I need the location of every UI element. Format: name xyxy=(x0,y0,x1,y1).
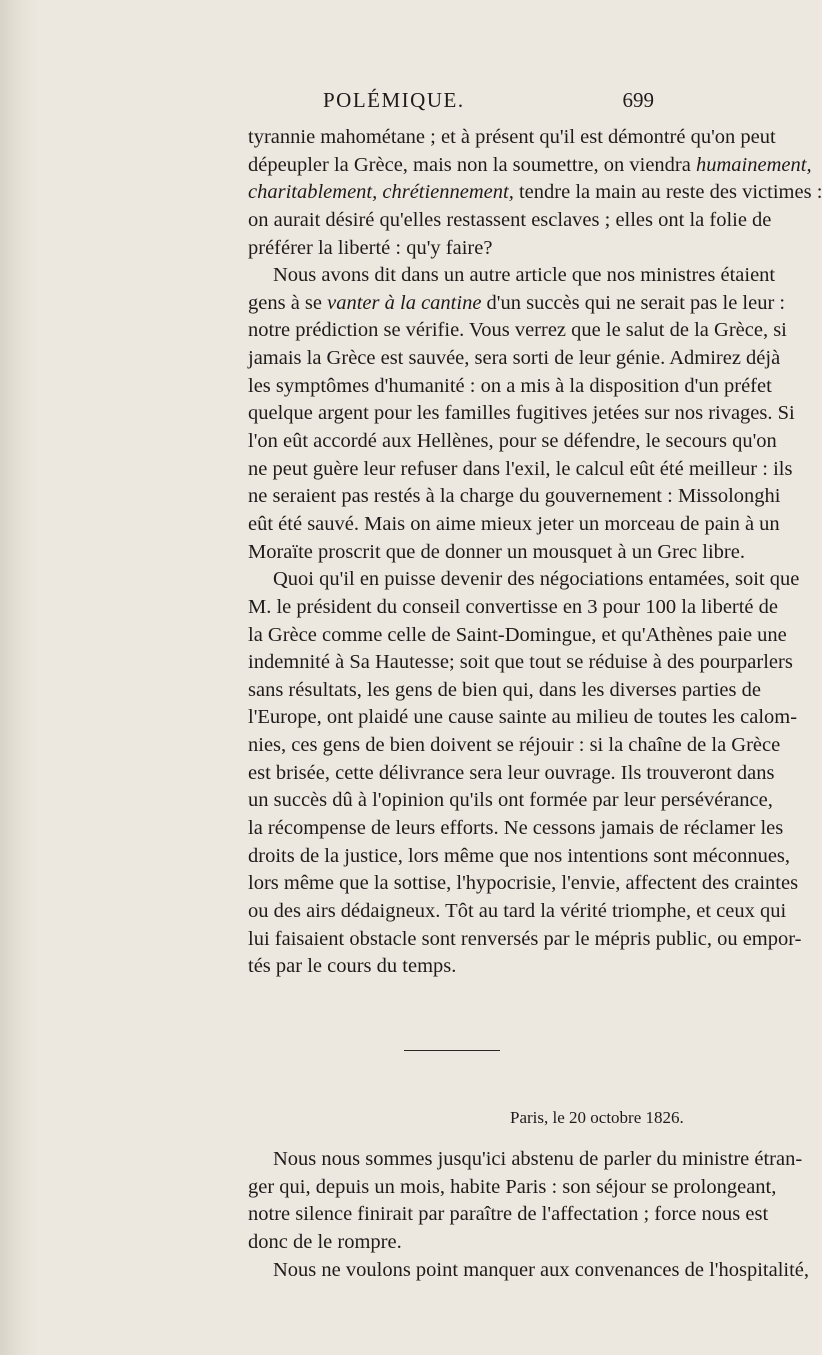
text-line: quelque argent pour les familles fugitives jetées sur nos rivages. Si xyxy=(248,402,795,425)
text-line: M. le président du conseil convertisse en 3 pour 100 la liberté de xyxy=(248,595,779,618)
paragraph-first-line: Nous avons dit dans un autre article que nos ministres étaient xyxy=(273,264,776,287)
text-line: dépeupler la Grèce, mais non la soumettre, on viendra humainement, xyxy=(248,153,812,176)
text-line: indemnité à Sa Hautesse; soit que tout se réduise à des pourparlers xyxy=(248,651,793,674)
text-line: préférer la liberté : qu'y faire? xyxy=(248,236,493,259)
article-body xyxy=(248,124,822,981)
paragraph-first-line: Nous ne voulons point manquer aux convenances de l'hospitalité, xyxy=(273,1258,810,1281)
text-line: ger qui, depuis un mois, habite Paris : son séjour se prolongeant, xyxy=(248,1175,777,1198)
dateline: Paris, le 20 octobre 1826. xyxy=(510,1108,684,1127)
italic-text: humainement, xyxy=(696,153,812,176)
text-line: la récompense de leurs efforts. Ne cessons jamais de réclamer les xyxy=(248,817,784,840)
paragraph-first-line: Quoi qu'il en puisse devenir des négociations entamées, soit que xyxy=(273,568,800,591)
italic-text: charitablement, chrétiennement, xyxy=(248,181,514,204)
paragraph-first-line: Nous nous sommes jusqu'ici abstenu de parler du ministre étran- xyxy=(273,1148,803,1170)
text-line: eût été sauvé. Mais on aime mieux jeter un morceau de pain à un xyxy=(248,512,780,535)
text-line: est brisée, cette délivrance sera leur ouvrage. Ils trouveront dans xyxy=(248,761,775,784)
text-line: tyrannie mahométane ; et à présent qu'il est démontré qu'on peut xyxy=(248,126,776,148)
text-line: un succès dû à l'opinion qu'ils ont formée par leur persévérance, xyxy=(248,789,773,812)
article-body-second xyxy=(248,1146,810,1284)
page-number: 699 xyxy=(622,88,654,112)
text-line: charitablement, chrétiennement, tendre la main au reste des victimes : xyxy=(248,181,822,204)
text-line: ou des airs dédaigneux. Tôt au tard la vérité triomphe, et ceux qui xyxy=(248,899,787,922)
text-line: les symptômes d'humanité : on a mis à la disposition d'un préfet xyxy=(248,374,772,397)
text-line: notre silence finirait par paraître de l'affectation ; force nous est xyxy=(248,1203,769,1226)
text-line: ne peut guère leur refuser dans l'exil, le calcul eût été meilleur : ils xyxy=(248,457,793,480)
text-line: ne seraient pas restés à la charge du gouvernement : Missolonghi xyxy=(248,485,781,508)
text-line: lui faisaient obstacle sont renversés par le mépris public, ou empor- xyxy=(248,927,802,950)
text-line: droits de la justice, lors même que nos intentions sont méconnues, xyxy=(248,844,791,867)
running-head: POLÉMIQUE. xyxy=(323,88,465,112)
text-line: Moraïte proscrit que de donner un mousquet à un Grec libre. xyxy=(248,540,745,563)
text-line: tés par le cours du temps. xyxy=(248,955,457,978)
section-divider-rule xyxy=(404,1050,500,1051)
text-line: on aurait désiré qu'elles restassent esclaves ; elles ont la folie de xyxy=(248,208,772,231)
text-line: l'on eût accordé aux Hellènes, pour se défendre, le secours qu'on xyxy=(248,430,777,453)
text-line: gens à se vanter à la cantine d'un succès qui ne serait pas le leur : xyxy=(248,291,786,314)
text-line: jamais la Grèce est sauvée, sera sorti de leur génie. Admirez déjà xyxy=(248,347,781,370)
text-line: donc de le rompre. xyxy=(248,1230,402,1253)
text-line: sans résultats, les gens de bien qui, dans les diverses parties de xyxy=(248,678,761,701)
text-line: notre prédiction se vérifie. Vous verrez que le salut de la Grèce, si xyxy=(248,319,787,342)
text-line: la Grèce comme celle de Saint-Domingue, et qu'Athènes paie une xyxy=(248,623,787,646)
text-line: lors même que la sottise, l'hypocrisie, l'envie, affectent des craintes xyxy=(248,872,799,895)
text-line: nies, ces gens de bien doivent se réjouir : si la chaîne de la Grèce xyxy=(248,734,781,757)
italic-text: vanter à la cantine xyxy=(327,291,482,314)
text-line: l'Europe, ont plaidé une cause sainte au milieu de toutes les calom- xyxy=(248,706,798,729)
page-header xyxy=(0,88,800,118)
